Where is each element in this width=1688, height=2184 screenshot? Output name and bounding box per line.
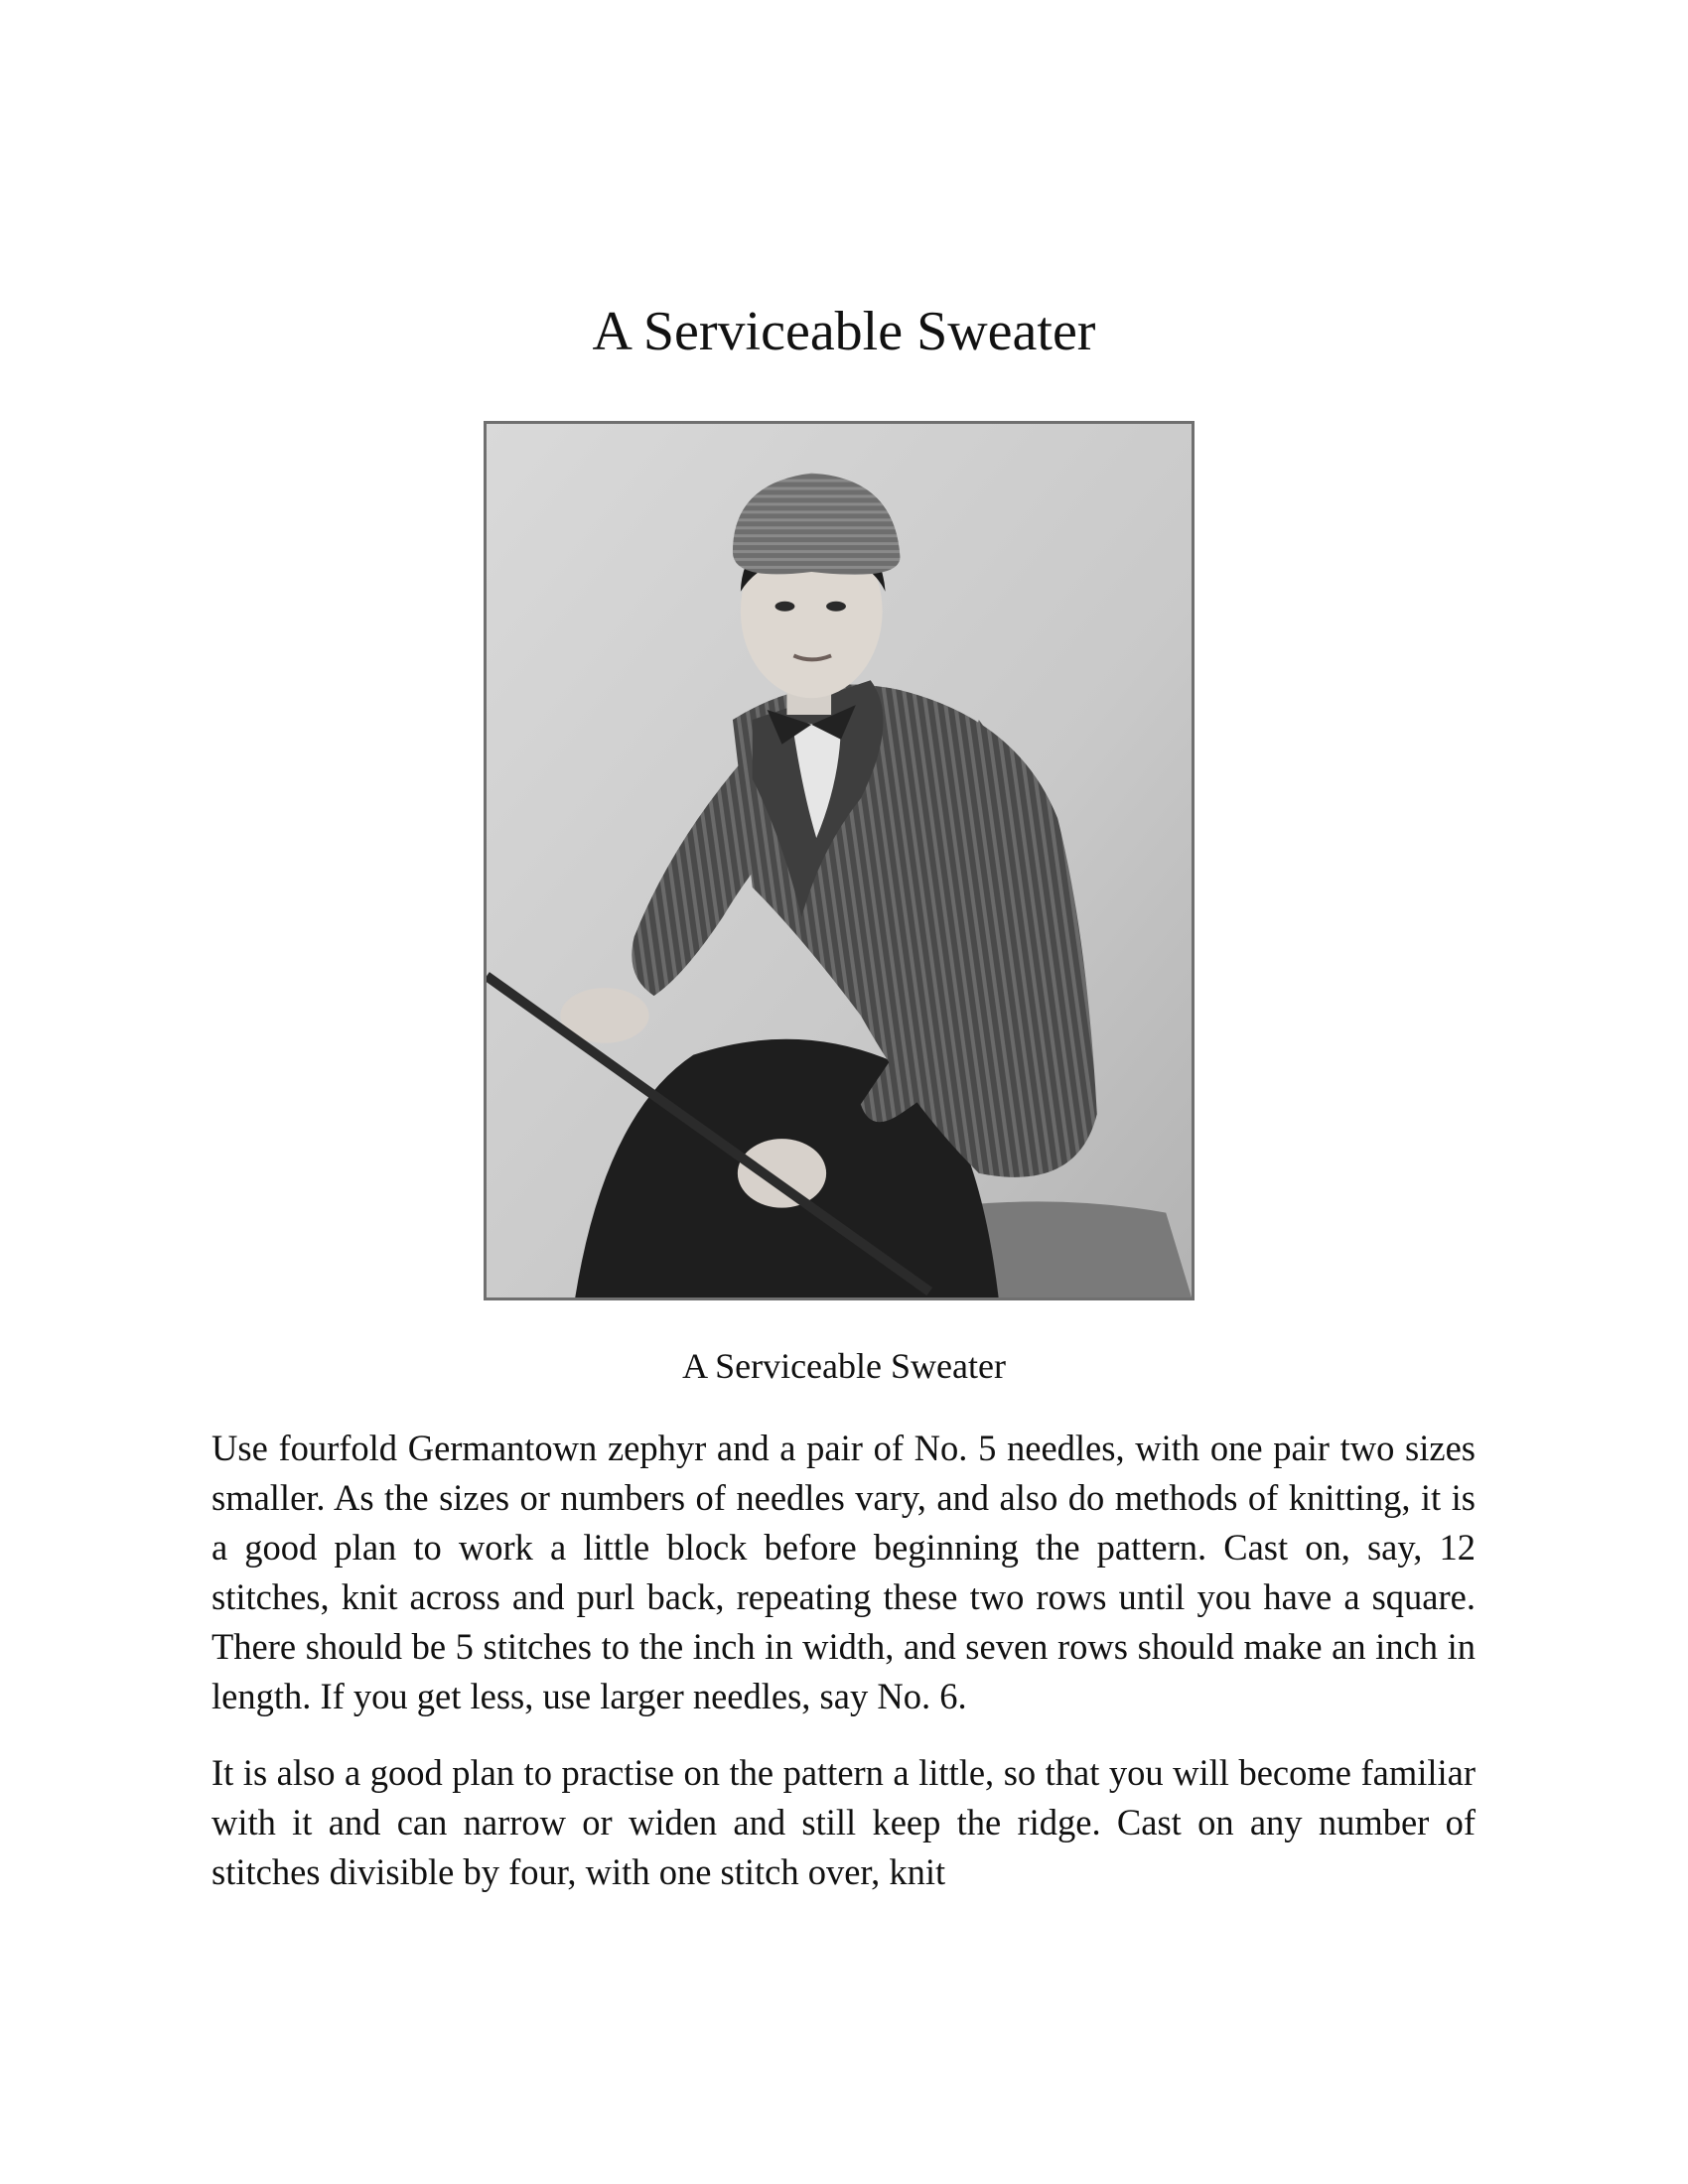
body-text bbox=[211, 1424, 1476, 1924]
portrait-photograph bbox=[484, 421, 1195, 1300]
paragraph: Use fourfold Germantown zephyr and a pair of No. 5 needles, with one pair two sizes smaller. As the sizes or numbers of needles vary, and also do methods of knitting, it is a good plan to work a little block before beginning the pattern. Cast on, say, 12 stitches, knit across and purl back, repeating these two rows until you have a square. There should be 5 stitches to the inch in width, and seven rows should make an inch in length. If you get less, use larger needles, say No. 6. bbox=[211, 1428, 1476, 1716]
page-title: A Serviceable Sweater bbox=[592, 301, 1096, 362]
paragraph: It is also a good plan to practise on the pattern a little, so that you will become familiar with it and can narrow or widen and still keep the ridge. Cast on any number of stitches divisible by four, with one stitch over, knit bbox=[211, 1752, 1476, 1892]
figure-caption: A Serviceable Sweater bbox=[682, 1346, 1006, 1386]
